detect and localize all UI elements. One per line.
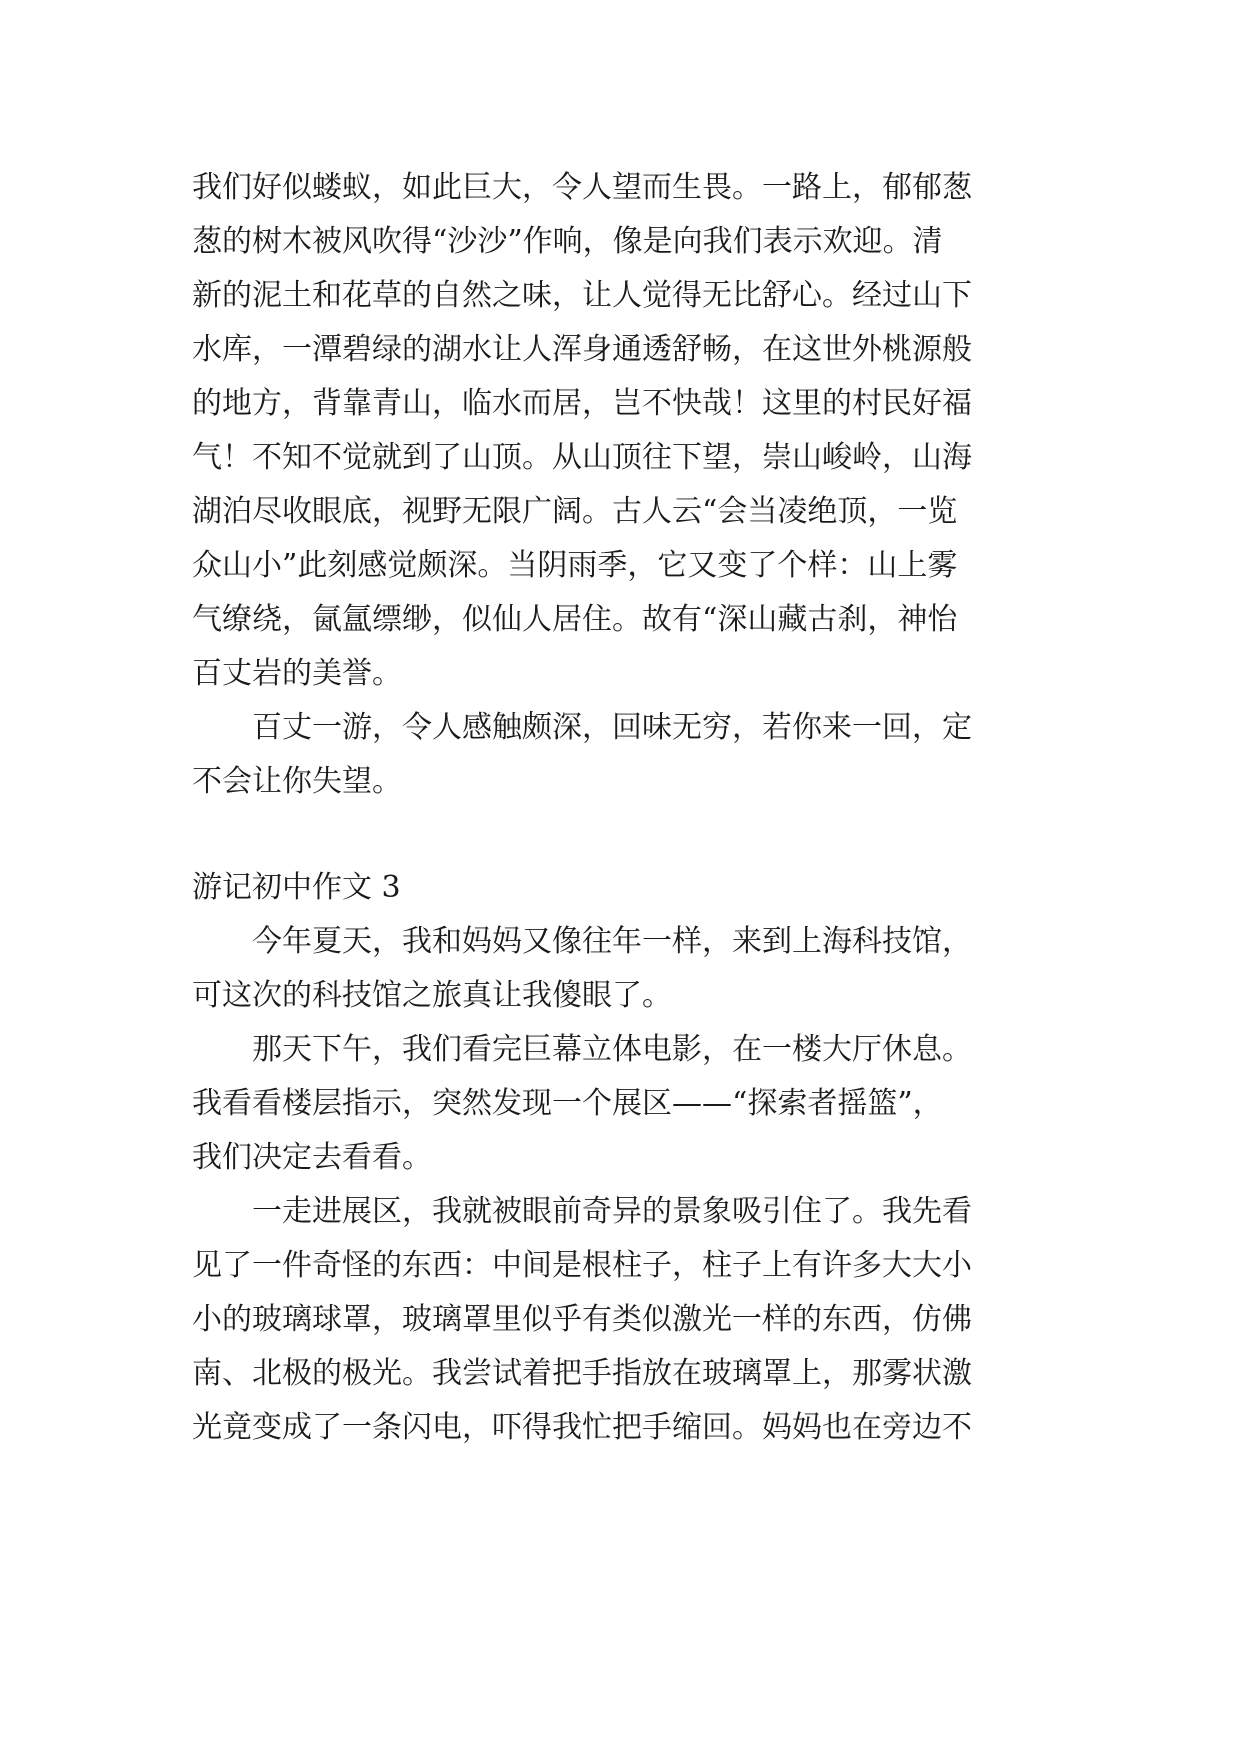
paragraph-line: 可这次的科技馆之旅真让我傻眼了。 [192,978,672,1013]
paragraph-line: 光竟变成了一条闪电，吓得我忙把手缩回。妈妈也在旁边不 [192,1410,972,1445]
paragraph-line: 南、北极的极光。我尝试着把手指放在玻璃罩上，那雾状激 [192,1356,972,1391]
paragraph-line: 葱的树木被风吹得“沙沙”作响，像是向我们表示欢迎。清 [192,224,943,259]
paragraph-line: 百丈岩的美誉。 [192,656,402,691]
paragraph-line: 众山小”此刻感觉颇深。当阴雨季，它又变了个样：山上雾 [192,548,958,583]
paragraph-line: 今年夏天，我和妈妈又像往年一样，来到上海科技馆， [252,924,972,959]
paragraph-line: 新的泥土和花草的自然之味，让人觉得无比舒心。经过山下 [192,278,972,313]
section-heading: 游记初中作文 3 [192,870,401,905]
paragraph-line: 我们好似蝼蚁，如此巨大，令人望而生畏。一路上，郁郁葱 [192,170,972,205]
paragraph-line: 百丈一游，令人感触颇深，回味无穷，若你来一回，定 [252,710,972,745]
paragraph-line: 湖泊尽收眼底，视野无限广阔。古人云“会当凌绝顶，一览 [192,494,958,529]
paragraph-line: 水库，一潭碧绿的湖水让人浑身通透舒畅，在这世外桃源般 [192,332,972,367]
paragraph-line: 一走进展区，我就被眼前奇异的景象吸引住了。我先看 [252,1194,972,1229]
paragraph-line: 小的玻璃球罩，玻璃罩里似乎有类似激光一样的东西，仿佛 [192,1302,972,1337]
paragraph-line: 的地方，背靠青山，临水而居，岂不快哉！这里的村民好福 [192,386,972,421]
paragraph-line: 那天下午，我们看完巨幕立体电影，在一楼大厅休息。 [252,1032,972,1067]
paragraph-line: 见了一件奇怪的东西：中间是根柱子，柱子上有许多大大小 [192,1248,972,1283]
paragraph-line: 我们决定去看看。 [192,1140,432,1175]
paragraph-line: 我看看楼层指示，突然发现一个展区——“探索者摇篮”， [192,1086,943,1121]
paragraph-line: 不会让你失望。 [192,764,402,799]
paragraph-line: 气缭绕，氤氲缥缈，似仙人居住。故有“深山藏古刹，神怡 [192,602,958,637]
paragraph-line: 气！不知不觉就到了山顶。从山顶往下望，崇山峻岭，山海 [192,440,972,475]
